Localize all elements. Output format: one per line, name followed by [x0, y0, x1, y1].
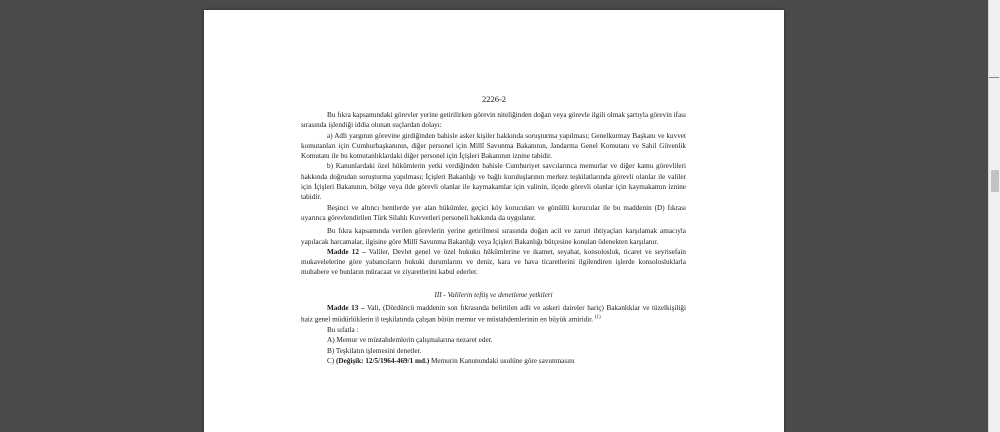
page-number: 2226-2: [481, 94, 507, 104]
article-label: Madde 12 –: [327, 247, 366, 256]
footnote-marker: (1): [594, 315, 601, 321]
scrollbar-thumb[interactable]: [991, 170, 999, 192]
section-heading: III - Valilerin teftiş ve denetleme yetkileri: [434, 290, 553, 299]
paragraph: b) Kanunlardaki özel hükümlerin yetki verdiğinden bahisle Cumhuriyet savcılarınca memurlar ve diğer kamu görevlileri hakkında doğrudan soruşturma yapılması; İçişleri Bakanlığı ve bağlı kuruluşlarının merkez teşkilatlarında görevli olanlar ile valiler için İçişleri Bakanının, bölge veya ilde görevli olanlar ile kaymakamlar için valinin, ilçede görevli olanlar için kaymakamın iznine tabidir.: [301, 162, 686, 202]
document-page: [204, 10, 784, 432]
list-item-text: Memurin Kanunundaki usulüne göre savunmasını: [429, 356, 575, 365]
paragraph: Bu fıkra kapsamında verilen görevlerin yerine getirilmesi sırasında doğan acil ve zaruri ihtiyaçları karşılamak amacıyla yapılacak harcamalar, ilgisine göre Millî Savunma Bakanlığı veya İçişleri Bakanlığı bütçesine konulan ödenekten karşılanır.: [301, 227, 686, 246]
vertical-scrollbar[interactable]: [988, 0, 1000, 432]
article-13: [301, 303, 686, 325]
paragraph: Bu fıkra kapsamındaki görevler yerine getirilirken görevin niteliğinden doğan veya görevle ilgili olmak şartıyla görevin ifası sırasında işlendiği iddia olunan suçlardan dolayı:: [301, 111, 686, 130]
list-item: A) Memur ve müstahdemlerin çalışmalarına nezaret eder.: [327, 336, 493, 345]
list-item-prefix: C): [327, 356, 336, 365]
paragraph: Beşinci ve altıncı bentlerde yer alan hükümler, geçici köy korucuları ve gönüllü korucular ile bu maddenin (D) fıkrası uyarınca görevlendirilen Türk Silahlı Kuvvetleri personeli hakkında da uygulanır.: [301, 203, 686, 222]
article-text: Vali, (Dördüncü maddenin son fıkrasında belirtilen adli ve askeri daireler hariç) Bakanlıklar ve tüzelkişiliği haiz genel müdürlüklerin il teşkilatında çalışan bütün memur ve müstahdemlerinin en büyük amiridir.: [301, 304, 686, 324]
article-text: Valiler, Devlet genel ve özel hukuku hükümlerine ve ikamet, seyahat, konsolosluk, ticaret ve seyrisefain mukavelelerine göre yabancıların hukuki durumlarını ve deniz, kara ve hava ticaretlerini ilgilendiren işlerde konsolosluklarla muhabere ve bunların müracaat ve ziyaretlerini kabul ederler.: [301, 247, 686, 277]
amendment-note: (Değişik: 12/5/1964-469/1 md.): [335, 356, 430, 365]
article-12: [301, 247, 686, 278]
paragraph: a) Adli yargının görevine girdiğinden bahisle asker kişiler hakkında soruşturma yapılması; Genelkurmay Başkanı ve kuvvet komutanları için Cumhurbaşkanının, diğer personel için Millî Savunma Bakanının, Jandarma Genel Komutanı ve Sahil Güvenlik Komutanı ile bu komutanlıklardaki diğer personel için İçişleri Bakanının iznine tabidir.: [301, 131, 686, 161]
list-item: [301, 356, 686, 366]
page-body: [301, 110, 686, 366]
list-item: Bu sıfatla :: [327, 326, 359, 335]
article-label: Madde 13 –: [327, 304, 365, 313]
list-item: B) Teşkilatın işlemesini denetler.: [327, 346, 422, 355]
scroll-marker: [989, 77, 999, 78]
